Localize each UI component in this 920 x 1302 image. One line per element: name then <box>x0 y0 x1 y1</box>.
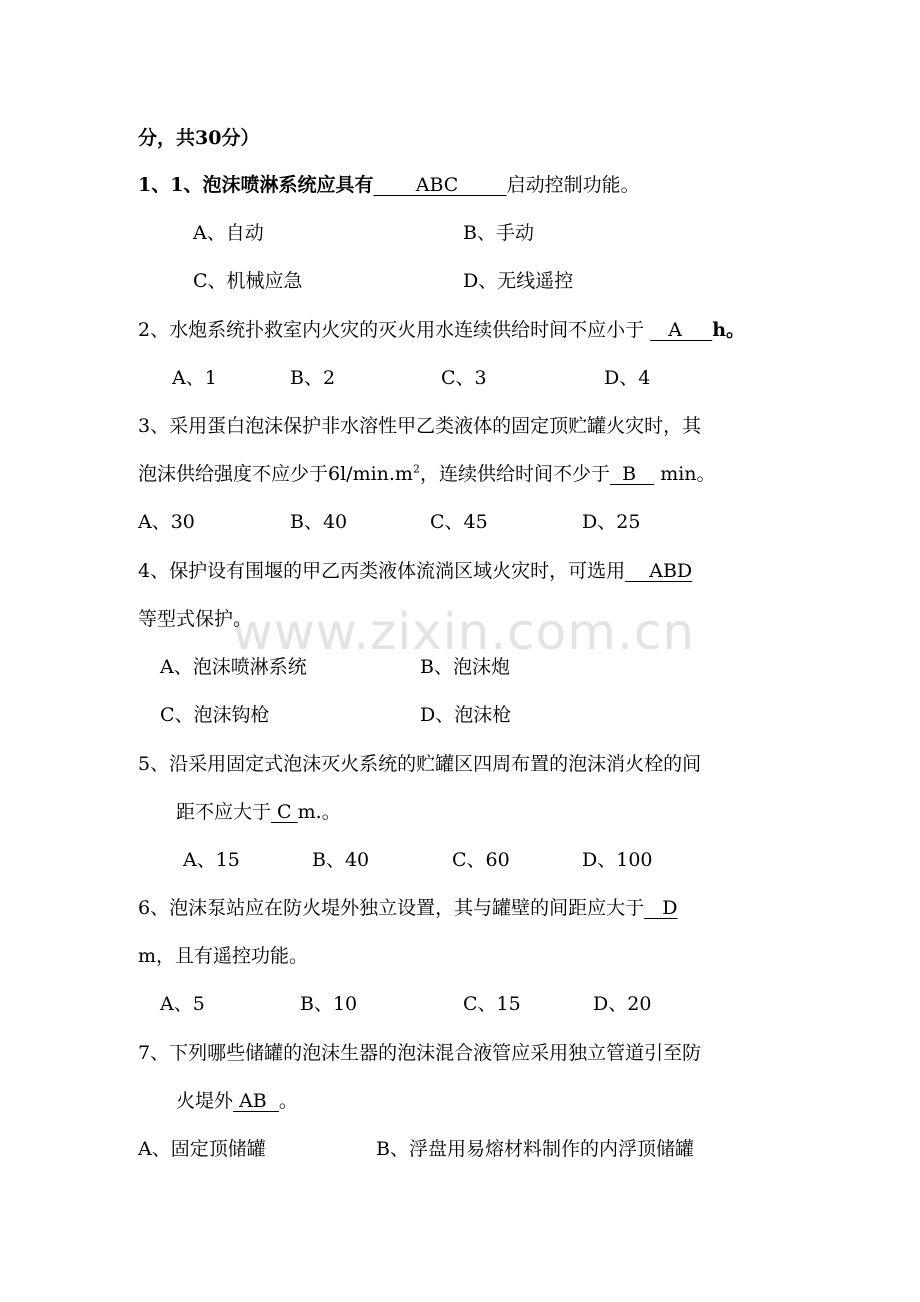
question-2-option-b: B、2 <box>290 367 336 389</box>
question-5-option-c: C、60 <box>452 849 510 871</box>
question-3-text-after: min。 <box>654 463 716 485</box>
question-6-option-c: C、15 <box>463 993 521 1015</box>
question-2-answer: A <box>650 319 713 341</box>
question-1-option-c: C、机械应急 <box>193 270 303 292</box>
question-6-option-d: D、20 <box>593 993 652 1015</box>
question-4-option-a: A、泡沫喷淋系统 <box>160 656 307 678</box>
question-4-option-d: D、泡沫枪 <box>420 704 512 726</box>
question-7-stem-line-2 <box>176 1089 298 1113</box>
question-6-answer: D <box>644 897 678 919</box>
question-6-option-b: B、10 <box>300 993 358 1015</box>
question-2-option-c: C、3 <box>441 367 487 389</box>
question-1-option-b: B、手动 <box>463 222 534 244</box>
question-4-text: 4、保护设有围堰的甲乙丙类液体流淌区域火灾时，可选用 <box>138 560 626 582</box>
question-2-text: 2、水炮系统扑救室内火灾的灭火用水连续供给时间不应小于 <box>138 319 651 341</box>
question-7-option-a: A、固定顶储罐 <box>138 1138 266 1160</box>
question-2-option-a: A、1 <box>172 367 217 389</box>
watermark: www.zixin.com.cn <box>232 603 696 661</box>
question-1-option-d: D、无线遥控 <box>463 270 574 292</box>
question-1-text-after: 启动控制功能。 <box>506 174 640 196</box>
question-4-stem-line-1 <box>138 559 692 583</box>
question-6-stem-line-1 <box>138 896 677 920</box>
question-1-answer: ABC <box>373 174 507 196</box>
question-5-stem-line-2 <box>176 800 341 824</box>
question-1-text: 1、1、泡沫喷淋系统应具有 <box>138 174 374 196</box>
question-7-option-b: B、浮盘用易熔材料制作的内浮顶储罐 <box>376 1138 694 1160</box>
question-5-option-a: A、15 <box>183 849 240 871</box>
question-5-text: 距不应大于 <box>176 801 272 823</box>
question-5-option-b: B、40 <box>312 849 370 871</box>
question-2-stem <box>138 318 745 342</box>
question-3-stem-line-1: 3、采用蛋白泡沫保护非水溶性甲乙类液体的固定顶贮罐火灾时，其 <box>138 415 702 437</box>
question-3-text-mid: ，连续供给时间不少于 <box>419 463 610 485</box>
question-3-text: 泡沫供给强度不应少于6l/min.m <box>138 463 413 485</box>
question-6-option-a: A、5 <box>160 993 205 1015</box>
question-3-option-a: A、30 <box>138 511 195 533</box>
question-7-answer: AB <box>233 1090 279 1112</box>
question-2-text-after: h。 <box>712 319 746 341</box>
question-1-stem <box>138 173 640 197</box>
question-5-text-after: m.。 <box>297 801 341 823</box>
question-4-option-b: B、泡沫炮 <box>420 656 510 678</box>
question-3-option-d: D、25 <box>582 511 641 533</box>
question-1-option-a: A、自动 <box>193 222 264 244</box>
question-3-option-c: C、45 <box>430 511 488 533</box>
question-5-stem-line-1: 5、沿采用固定式泡沫灭火系统的贮罐区四周布置的泡沫消火栓的间 <box>138 753 702 775</box>
question-5-answer: C <box>271 801 298 823</box>
section-header: 分，共30分） <box>138 127 260 149</box>
question-5-option-d: D、100 <box>582 849 653 871</box>
question-6-text: 6、泡沫泵站应在防火堤外独立设置，其与罐壁的间距应大于 <box>138 897 645 919</box>
question-7-text-after: 。 <box>278 1090 298 1112</box>
question-3-stem-line-2 <box>138 462 716 486</box>
question-3-option-b: B、40 <box>290 511 348 533</box>
question-3-answer: B <box>609 463 655 485</box>
question-4-option-c: C、泡沫钩枪 <box>160 704 270 726</box>
question-7-stem-line-1: 7、下列哪些储罐的泡沫生器的泡沫混合液管应采用独立管道引至防 <box>138 1042 702 1064</box>
question-7-text: 火堤外 <box>176 1090 234 1112</box>
question-4-stem-line-2: 等型式保护。 <box>138 608 253 630</box>
question-2-option-d: D、4 <box>604 367 651 389</box>
question-3-superscript: 2 <box>412 462 420 476</box>
question-6-stem-line-2: m，且有遥控功能。 <box>138 945 309 967</box>
question-4-answer: ABD <box>625 560 693 582</box>
